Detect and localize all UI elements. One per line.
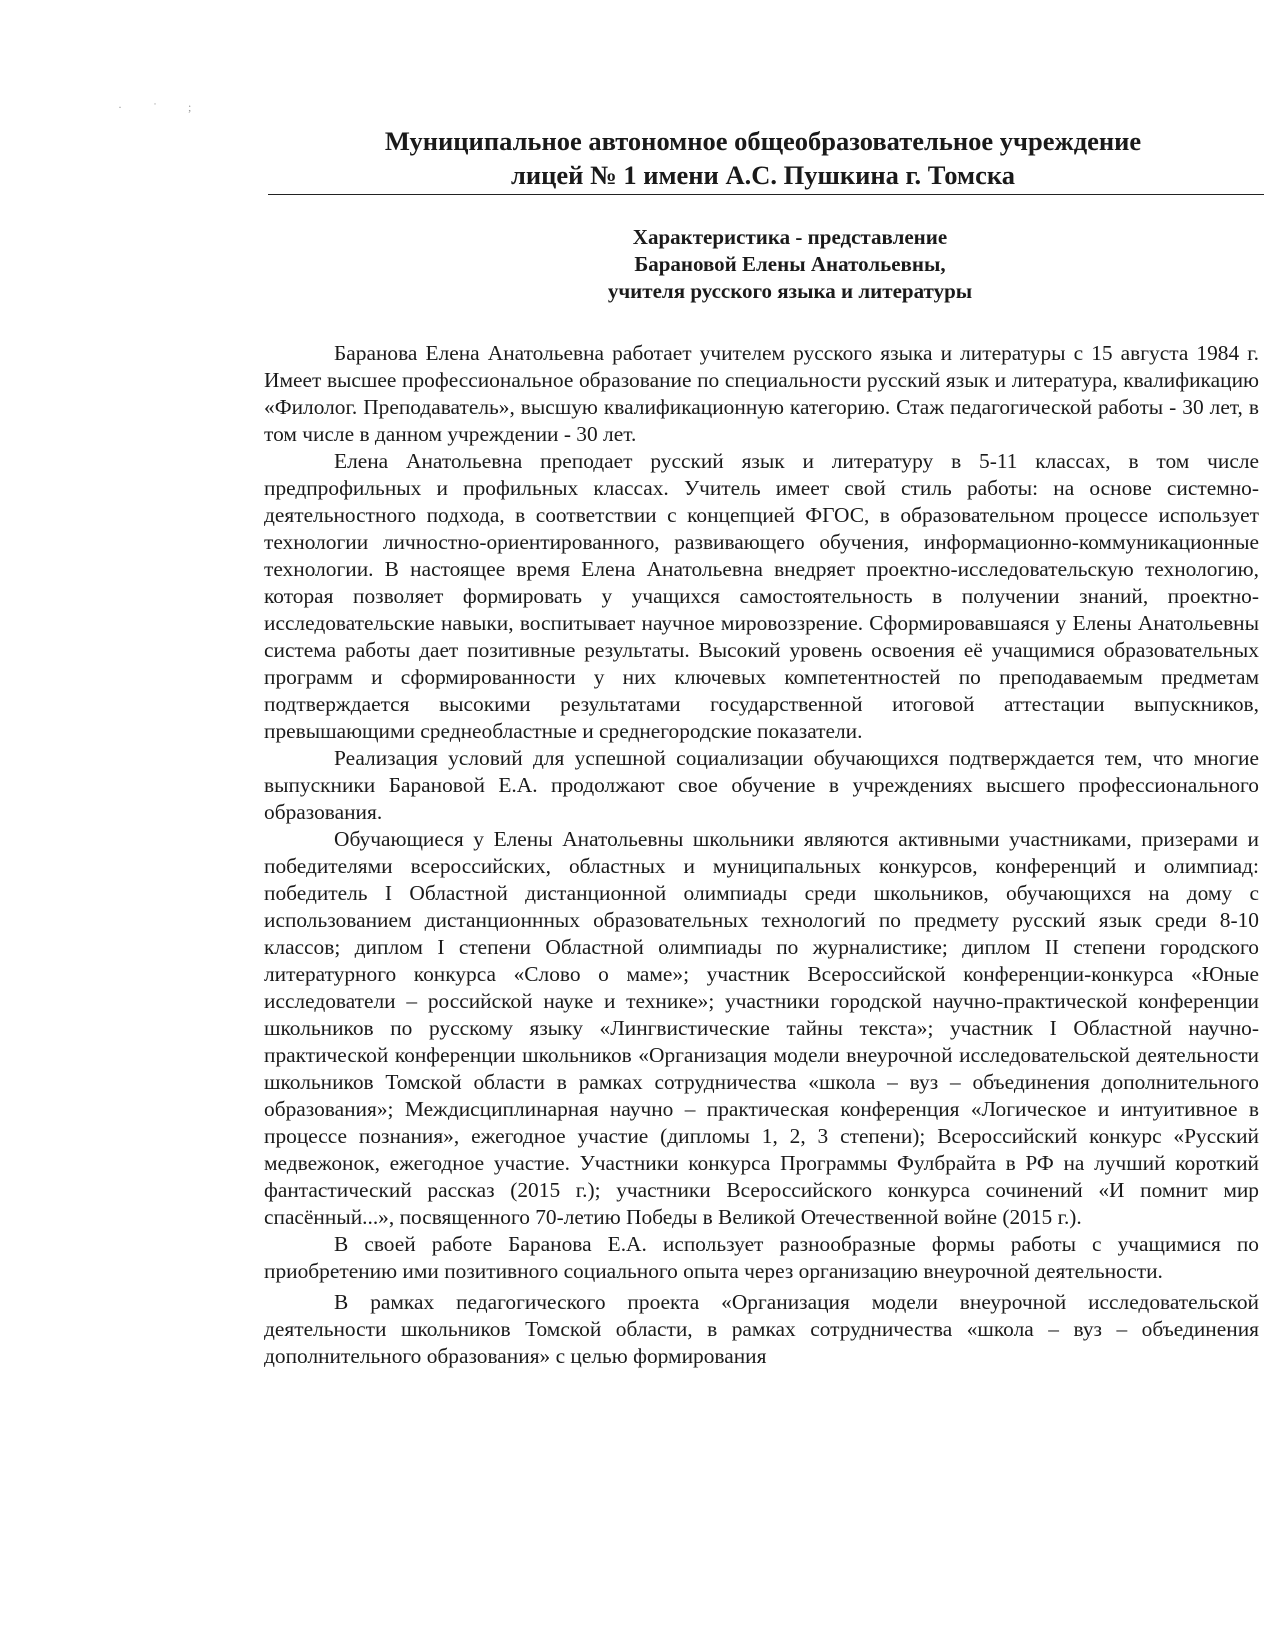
document-title [540, 224, 1040, 305]
document-body [264, 340, 1259, 1370]
institution-header [268, 124, 1258, 192]
header-divider [268, 194, 1264, 195]
header-line-2: лицей № 1 имени А.С. Пушкина г. Томска [511, 160, 1015, 190]
title-line-3: учителя русского языка и литературы [607, 279, 973, 303]
paragraph: Реализация условий для успешной социализации обучающихся подтверждается тем, что многие выпускники Барановой Е.А. продолжают свое обучение в учреждениях высшего профессионального образования. [264, 746, 1259, 824]
paragraph: Баранова Елена Анатольевна работает учителем русского языка и литературы с 15 августа 1984 г. Имеет высшее профессиональное образование по специальности русский язык и литература, квалификацию «Филолог. Преподаватель», высшую квалификационную категорию. Стаж педагогической работы - 30 лет, в том числе в данном учреждении - 30 лет. [264, 341, 1259, 446]
header-line-1: Муниципальное автономное общеобразовательное учреждение [384, 126, 1142, 156]
paragraph: В рамках педагогического проекта «Организация модели внеурочной исследовательской деятельности школьников Томской области, в рамках сотрудничества «школа – вуз – объединения дополнительного образования» с целью формирования [264, 1290, 1259, 1368]
title-line-1: Характеристика - представление [632, 225, 948, 249]
paragraph: В своей работе Баранова Е.А. использует разнообразные формы работы с учащимися по приобретению ими позитивного социального опыта через организацию внеурочной деятельности. [264, 1232, 1259, 1283]
paragraph: Елена Анатольевна преподает русский язык и литературу в 5-11 классах, в том числе предпрофильных и профильных классах. Учитель имеет свой стиль работы: на основе системно-деятельностного подхода, в соответствии с концепцией ФГОС, в образовательном процессе использует технологии личностно-ориентированного, развивающего обучения, информационно-коммуникационные технологии. В настоящее время Елена Анатольевна внедряет проектно-исследовательскую технологию, которая позволяет формировать у учащихся самостоятельность в получении знаний, проектно-исследовательские навыки, воспитывает научное мировоззрение. Сформировавшаяся у Елены Анатольевны система работы дает позитивные результаты. Высокий уровень освоения её учащимися образовательных программ и сформированности у них ключевых компетентностей по преподаваемым предметам подтверждается высокими результатами государственной итоговой аттестации выпускников, превышающими среднеобластные и среднегородские показатели. [264, 449, 1259, 743]
scan-marks: · ˙ ; [118, 100, 206, 114]
title-line-2: Барановой Елены Анатольевны, [634, 252, 946, 276]
paragraph: Обучающиеся у Елены Анатольевны школьники являются активными участниками, призерами и победителями всероссийских, областных и муниципальных конкурсов, конференций и олимпиад: победитель I Областной дистанционной олимпиады среди школьников, обучающихся на дому с использованием дистанционнных образовательных технологий по предмету русский язык среди 8-10 классов; диплом I степени Областной олимпиады по журналистике; диплом II степени городского литературного конкурса «Слово о маме»; участник Всероссийской конференции-конкурса «Юные исследователи – российской науке и технике»; участники городской научно-практической конференции школьников по русскому языку «Лингвистические тайны текста»; участник I Областной научно-практической конференции школьников «Организация модели внеурочной исследовательской деятельности школьников Томской области в рамках сотрудничества «школа – вуз – объединения дополнительного образования»; Междисциплинарная научно – практическая конференция «Логическое и интуитивное в процессе познания», ежегодное участие (дипломы 1, 2, 3 степени); Всероссийский конкурс «Русский медвежонок, ежегодное участие. Участники конкурса Программы Фулбрайта в РФ на лучший короткий фантастический рассказ (2015 г.); участники Всероссийского конкурса сочинений «И помнит мир спасённый...», посвященного 70-летию Победы в Великой Отечественной войне (2015 г.). [264, 827, 1259, 1229]
